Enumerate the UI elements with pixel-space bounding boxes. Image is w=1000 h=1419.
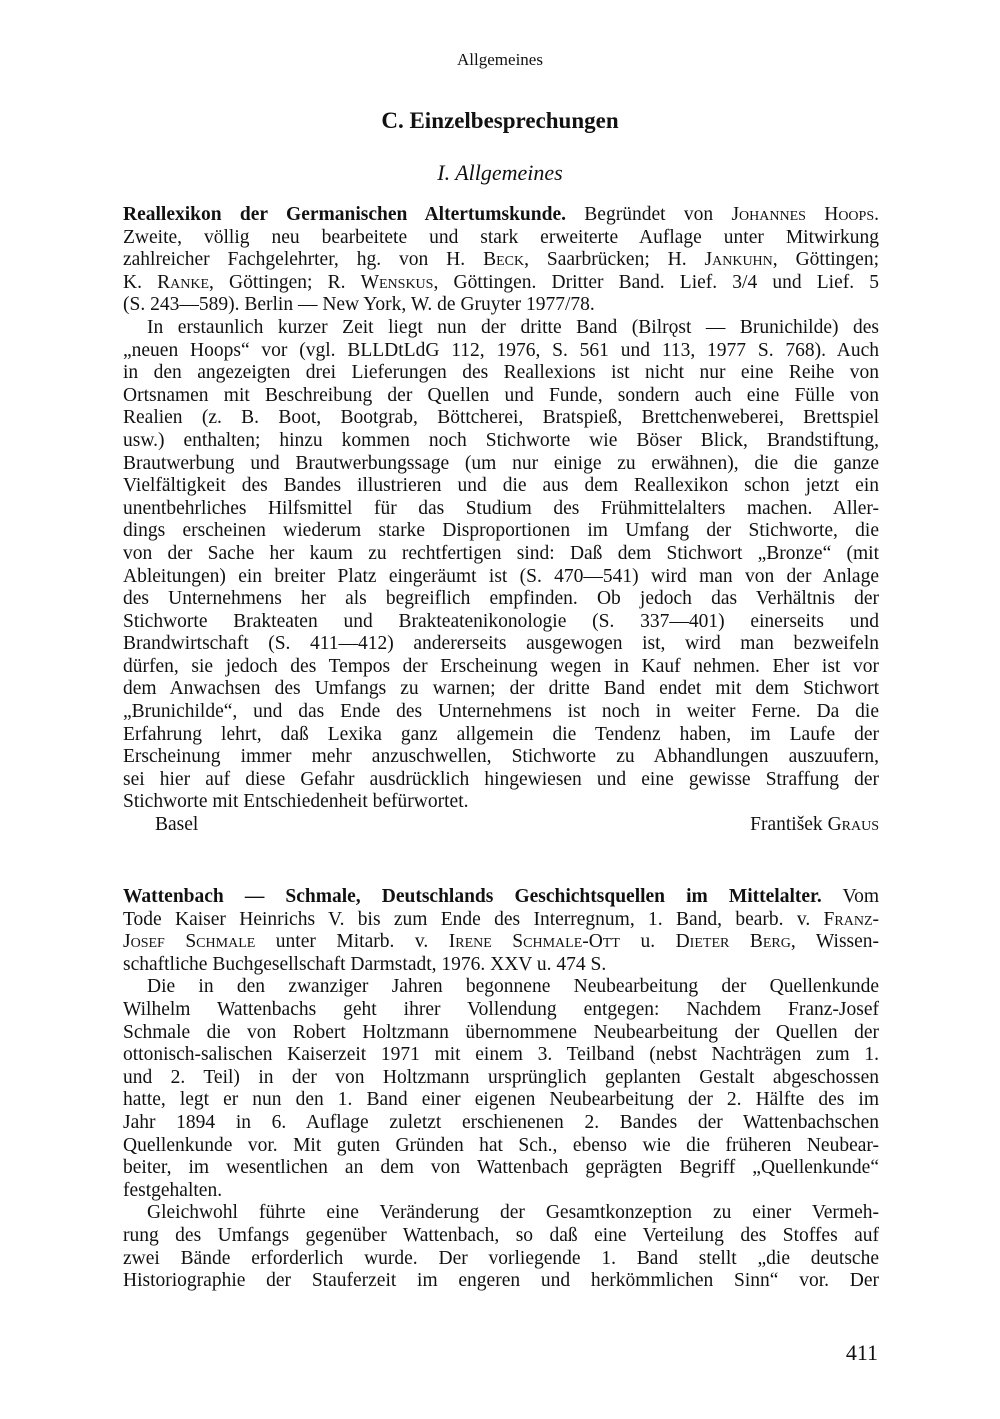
editor-name: Wenskus bbox=[360, 271, 434, 293]
editor-name: Jankuhn bbox=[704, 249, 773, 271]
running-head: Allgemeines bbox=[457, 50, 543, 69]
editor-name: Dieter Berg bbox=[675, 931, 791, 953]
bibliographic-entry-line: K. Ranke, Göttingen; R. Wenskus, Göttingen. Dritter Band. Lief. 3/4 und Lief. 5 bbox=[123, 271, 879, 293]
review-text-line: Historiographie der Stauferzeit im engeren und herkömmlichen Sinn“ vor. Der bbox=[123, 1270, 879, 1292]
review-text-line: Schmale die von Robert Holtzmann übernommene Neubearbeitung der Quellen der bbox=[123, 1021, 879, 1043]
review-text-line: festgehalten. bbox=[123, 1179, 223, 1201]
review-text-line: Ableitungen) ein breiter Platz eingeräumt ist (S. 470—541) wird man von der Anlage bbox=[123, 565, 879, 587]
review-text-line: rung des Umfangs gegenüber Wattenbach, so daß eine Verteilung des Stoffes auf bbox=[123, 1224, 879, 1246]
review-text-line: beiter, im wesentlichen an dem von Wattenbach geprägten Begriff „Quellenkunde“ bbox=[123, 1157, 879, 1179]
review-text-line: Jahr 1894 in 6. Auflage zuletzt erschienenen 2. Bandes der Wattenbachschen bbox=[123, 1111, 879, 1133]
page-number: 411 bbox=[845, 1340, 878, 1365]
review-text-line: usw.) enthalten; hinzu kommen noch Stichworte wie Böser Blick, Brandstiftung, bbox=[123, 429, 879, 451]
review-text-line: unentbehrliches Hilfsmittel für das Studium des Frühmittelalters machen. Aller- bbox=[123, 497, 879, 519]
review-text-line: Quellenkunde vor. Mit guten Gründen hat Sch., ebenso wie die früheren Neubear- bbox=[123, 1134, 879, 1156]
editor-name: Franz- bbox=[823, 908, 879, 930]
reviewer-name: František Graus bbox=[750, 814, 879, 836]
bibliographic-entry-line: Wattenbach — Schmale, Deutschlands Geschichtsquellen im Mittelalter. Vom bbox=[123, 886, 879, 907]
review-reallexikon bbox=[123, 204, 879, 838]
bibliographic-entry-line: Josef Schmale unter Mitarb. v. Irene Schmale-Ott u. Dieter Berg, Wissen- bbox=[123, 931, 879, 953]
section-heading: C. Einzelbesprechungen bbox=[381, 108, 619, 133]
review-text-line: von der Sache her kaum zu rechtfertigen sind: Daß dem Stichwort „Bronze“ (mit bbox=[123, 542, 879, 564]
review-text-line: Brautwerbung und Brautwerbungssage (um nur einige zu erwähnen), die die ganze bbox=[123, 452, 879, 474]
editor-name: Beck bbox=[483, 249, 525, 271]
bibliographic-entry-line: schaftliche Buchgesellschaft Darmstadt, 1976. XXV u. 474 S. bbox=[123, 953, 607, 975]
bibliographic-entry-line: Tode Kaiser Heinrichs V. bis zum Ende des Interregnum, 1. Band, bearb. v. Franz- bbox=[123, 908, 879, 930]
review-text-line: Vielfältigkeit des Bandes illustrieren und die aus dem Reallexikon schon jetzt ein bbox=[123, 475, 879, 497]
reviewer-signature bbox=[123, 814, 879, 838]
editor-name: Josef Schmale bbox=[123, 931, 256, 953]
bibliographic-entry-line: Reallexikon der Germanischen Altertumskunde. Begründet von Johannes Hoops. bbox=[123, 204, 879, 225]
review-text-line: ottonisch-salischen Kaiserzeit 1971 mit einem 3. Teilband (nebst Nachträgen zum 1. bbox=[123, 1044, 879, 1066]
review-text-line: Ortsnamen mit Beschreibung der Quellen und Funde, sondern auch eine Fülle von bbox=[123, 384, 879, 406]
review-text-line: Brandwirtschaft (S. 411—412) andererseits ausgewogen ist, wird man bezweifeln bbox=[123, 633, 879, 655]
review-text-line: dürfen, sie jedoch des Tempos der Erscheinung wegen in Kauf nehmen. Eher ist vor bbox=[123, 655, 879, 677]
review-text-line: dings erscheinen wiederum starke Disproportionen im Umfang der Stichworte, die bbox=[123, 520, 879, 542]
review-text-line: sei hier auf diese Gefahr ausdrücklich hingewiesen und eine gewisse Straffung der bbox=[123, 768, 879, 790]
bibliographic-entry-line: (S. 243—589). Berlin — New York, W. de Gruyter 1977/78. bbox=[123, 294, 595, 316]
review-text-line: und 2. Teil) in der von Holtzmann ursprünglich geplanten Gestalt abgeschossen bbox=[123, 1066, 879, 1088]
review-text-line: Stichworte Brakteaten und Brakteatenikonologie (S. 337—401) einerseits und bbox=[123, 610, 879, 632]
bibliographic-entry-line: zahlreicher Fachgelehrter, hg. von H. Beck, Saarbrücken; H. Jankuhn, Göttingen; bbox=[123, 249, 879, 271]
book-title: Reallexikon der Germanischen Altertumskunde. bbox=[123, 204, 566, 225]
review-text-line: Stichworte mit Entschiedenheit befürwortet. bbox=[123, 791, 469, 813]
subsection-heading: I. Allgemeines bbox=[437, 160, 563, 185]
review-text-line: Wilhelm Wattenbachs geht ihrer Vollendung entgegen: Nachdem Franz-Josef bbox=[123, 998, 879, 1020]
author-name: Johannes Hoops bbox=[731, 204, 875, 225]
book-title: Wattenbach — Schmale, Deutschlands Geschichtsquellen im Mittelalter. bbox=[123, 886, 822, 907]
review-wattenbach bbox=[123, 886, 879, 1293]
review-text-line: hatte, legt er nun den 1. Band einer eigenen Neubearbeitung der 2. Hälfte des im bbox=[123, 1089, 879, 1111]
review-text-line: In erstaunlich kurzer Zeit liegt nun der dritte Band (Bilrǫst — Brunichilde) des bbox=[147, 316, 879, 338]
review-text-line: des Unternehmens her als begreiflich empfinden. Ob jedoch das Verhältnis der bbox=[123, 588, 879, 610]
review-text-line: Erfahrung lehrt, daß Lexika ganz allgemein die Tendenz haben, im Laufe der bbox=[123, 723, 879, 745]
review-text-line: Gleichwohl führte eine Veränderung der Gesamtkonzeption zu einer Vermeh- bbox=[147, 1202, 879, 1224]
review-text-line: zwei Bände erforderlich wurde. Der vorliegende 1. Band stellt „die deutsche bbox=[123, 1247, 879, 1269]
review-text-line: Die in den zwanziger Jahren begonnene Neubearbeitung der Quellenkunde bbox=[147, 976, 879, 998]
review-text-line: „Brunichilde“, und das Ende des Unternehmens ist noch in weiter Ferne. Da die bbox=[123, 701, 879, 723]
review-text-line: dem Anwachsen des Umfangs zu warnen; der dritte Band endet mit dem Stichwort bbox=[123, 678, 879, 700]
review-text-line: Realien (z. B. Boot, Bootgrab, Böttcherei, Bratspieß, Brettchenweberei, Brettspiel bbox=[123, 407, 879, 429]
editor-name: Ranke bbox=[157, 271, 209, 293]
review-text-line: „neuen Hoops“ vor (vgl. BLLDtLdG 112, 1976, S. 561 und 113, 1977 S. 768). Auch bbox=[123, 339, 879, 361]
review-text-line: in den angezeigten drei Lieferungen des Reallexions ist nicht nur eine Reihe von bbox=[123, 362, 879, 384]
review-text-line: Erscheinung immer mehr anzuschwellen, Stichworte zu Abhandlungen auszuufern, bbox=[123, 746, 879, 768]
reviewer-location: Basel bbox=[155, 814, 199, 836]
editor-name: Irene Schmale-Ott bbox=[448, 931, 620, 953]
bibliographic-entry-line: Zweite, völlig neu bearbeitete und stark erweiterte Auflage unter Mitwirkung bbox=[123, 226, 879, 248]
